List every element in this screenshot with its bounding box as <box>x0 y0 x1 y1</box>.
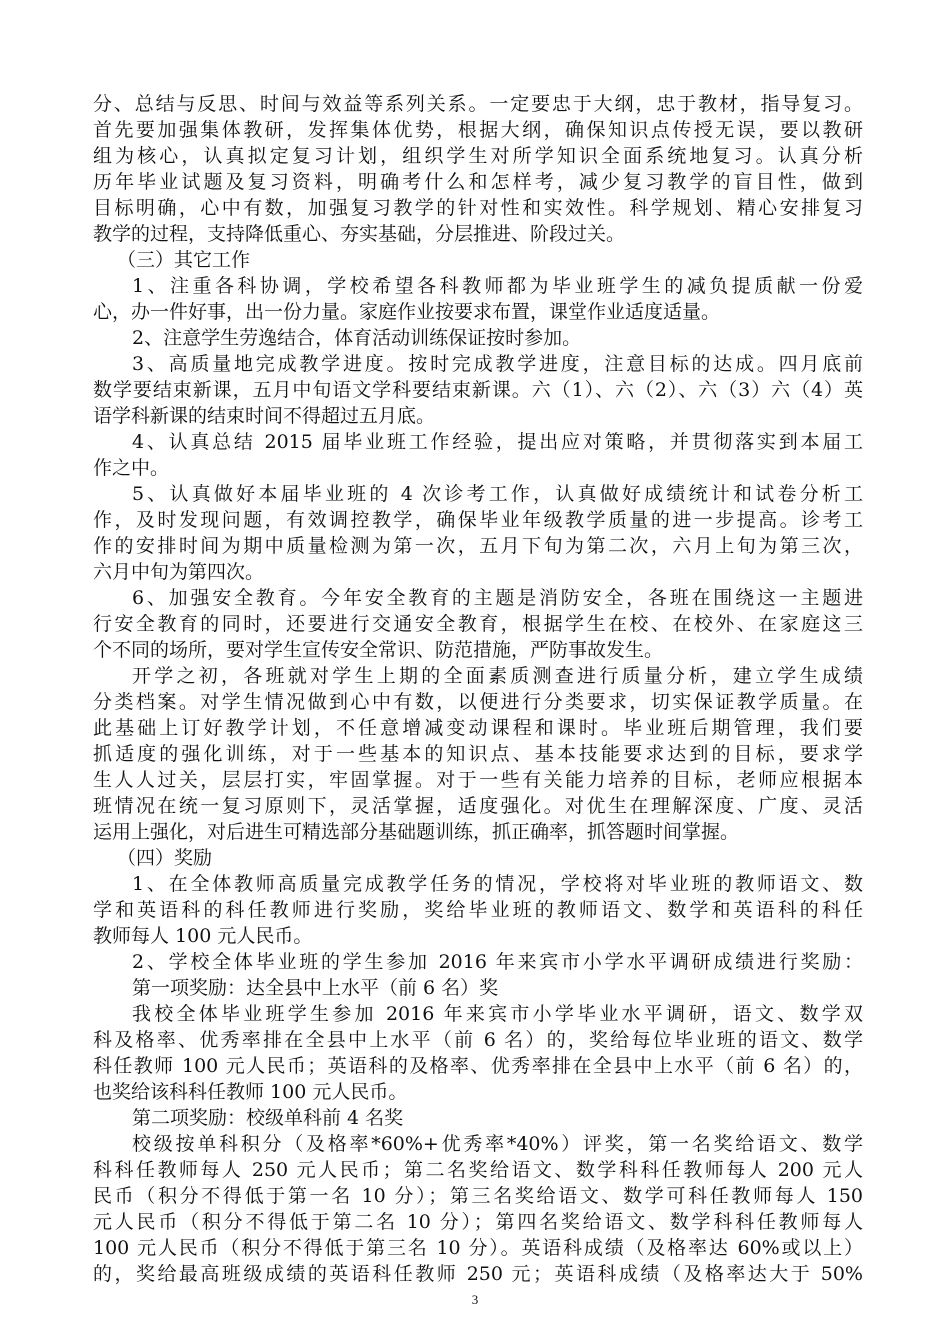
text-line: 首先要加强集体教研，发挥集体优势，根据大纲，确保知识点传授无误，要以教研 <box>93 119 863 141</box>
text-line: 此基础上订好教学计划，不任意增减变动课程和课时。毕业班后期管理，我们要 <box>93 717 863 739</box>
text-line: 5、认真做好本届毕业班的 4 次诊考工作，认真做好成绩统计和试卷分析工 <box>132 483 863 505</box>
text-line: 第二项奖励：校级单科前 4 名奖 <box>132 1107 404 1129</box>
text-line: 也奖给该科科任教师 100 元人民币。 <box>93 1081 408 1103</box>
text-line: 元人民币（积分不得低于第二名 10 分）；第四名奖给语文、数学科科任教师每人 <box>93 1211 863 1233</box>
text-line: 2、注意学生劳逸结合，体育活动训练保证按时参加。 <box>132 327 582 349</box>
text-line: 数学要结束新课，五月中旬语文学科要结束新课。六（1）、六（2）、六（3）六（4）英 <box>93 379 863 401</box>
text-line: 开学之初，各班就对学生上期的全面素质测查进行质量分析，建立学生成绩 <box>132 665 863 687</box>
text-line: 第一项奖励：达全县中上水平（前 6 名）奖 <box>132 977 499 999</box>
text-line: 我校全体毕业班学生参加 2016 年来宾市小学毕业水平调研，语文、数学双 <box>132 1003 863 1025</box>
text-line: 1、在全体教师高质量完成教学任务的情况，学校将对毕业班的教师语文、数 <box>132 873 863 895</box>
text-line: 教师每人 100 元人民币。 <box>93 925 313 947</box>
text-line: 4、认真总结 2015 届毕业班工作经验，提出应对策略，并贯彻落实到本届工 <box>132 431 863 453</box>
text-line: 6、加强安全教育。今年安全教育的主题是消防安全，各班在围绕这一主题进 <box>132 587 863 609</box>
text-line: 班情况在统一复习原则下，灵活掌握，适度强化。对优生在理解深度、广度、灵活 <box>93 795 863 817</box>
section-heading: （四）奖励 <box>117 847 213 869</box>
text-line: 作之中。 <box>93 457 170 479</box>
text-line: 科任教师 100 元人民币；英语科的及格率、优秀率排在全县中上水平（前 6 名）的， <box>93 1055 863 1077</box>
text-line: 分类档案。对学生情况做到心中有数，以便进行分类要求，切实保证教学质量。在 <box>93 691 863 713</box>
text-line: 分、总结与反思、时间与效益等系列关系。一定要忠于大纲，忠于教材，指导复习。 <box>93 93 863 115</box>
text-line: 100 元人民币（积分不得低于第三名 10 分）。英语科成绩（及格率达 60%或以上） <box>93 1237 863 1259</box>
text-line: 的，奖给最高班级成绩的英语科任教师 250 元；英语科成绩（及格率达大于 50% <box>93 1263 863 1285</box>
text-line: 运用上强化，对后进生可精选部分基础题训练，抓正确率，抓答题时间掌握。 <box>93 821 740 843</box>
text-line: 民币（积分不得低于第一名 10 分）；第三名奖给语文、数学可科任教师每人 150 <box>93 1185 863 1207</box>
text-line: 1、注重各科协调，学校希望各科教师都为毕业班学生的减负提质献一份爱 <box>132 275 863 297</box>
text-line: 行安全教育的同时，还要进行交通安全教育，根据学生在校、在校外、在家庭这三 <box>93 613 863 635</box>
text-line: 个不同的场所，要对学生宣传安全常识、防范措施，严防事故发生。 <box>93 639 664 661</box>
text-line: 抓适度的强化训练，对于一些基本的知识点、基本技能要求达到的目标，要求学 <box>93 743 863 765</box>
text-line: 科及格率、优秀率排在全县中上水平（前 6 名）的，奖给每位毕业班的语文、数学 <box>93 1029 863 1051</box>
page-number: 3 <box>471 1292 479 1307</box>
text-line: 校级按单科积分（及格率*60%+优秀率*40%）评奖，第一名奖给语文、数学 <box>132 1133 863 1155</box>
text-line: 历年毕业试题及复习资料，明确考什么和怎样考，减少复习教学的盲目性，做到 <box>93 171 863 193</box>
text-line: 2、学校全体毕业班的学生参加 2016 年来宾市小学水平调研成绩进行奖励： <box>132 951 863 973</box>
text-line: 目标明确，心中有数，加强复习教学的针对性和实效性。科学规划、精心安排复习 <box>93 197 863 219</box>
text-line: 组为核心，认真拟定复习计划，组织学生对所学知识全面系统地复习。认真分析 <box>93 145 863 167</box>
text-line: 心，办一件好事，出一份力量。家庭作业按要求布置，课堂作业适度适量。 <box>93 301 721 323</box>
text-line: 学和英语科的科任教师进行奖励，奖给毕业班的教师语文、数学和英语科的科任 <box>93 899 863 921</box>
text-line: 教学的过程，支持降低重心、夯实基础，分层推进、阶段过关。 <box>93 223 626 245</box>
text-line: 3、高质量地完成教学进度。按时完成教学进度，注意目标的达成。四月底前 <box>132 353 863 375</box>
section-heading: （三）其它工作 <box>117 249 251 271</box>
text-line: 科科任教师每人 250 元人民币；第二名奖给语文、数学科科任教师每人 200 元人 <box>93 1159 863 1181</box>
text-line: 语学科新课的结束时间不得超过五月底。 <box>93 405 436 427</box>
text-line: 生人人过关，层层打实，牢固掌握。对于一些有关能力培养的目标，老师应根据本 <box>93 769 863 791</box>
text-line: 作，及时发现问题，有效调控教学，确保毕业年级教学质量的进一步提高。诊考工 <box>93 509 863 531</box>
text-line: 六月中旬为第四次。 <box>93 561 265 583</box>
text-line: 作的安排时间为期中质量检测为第一次，五月下旬为第二次，六月上旬为第三次， <box>93 535 863 557</box>
